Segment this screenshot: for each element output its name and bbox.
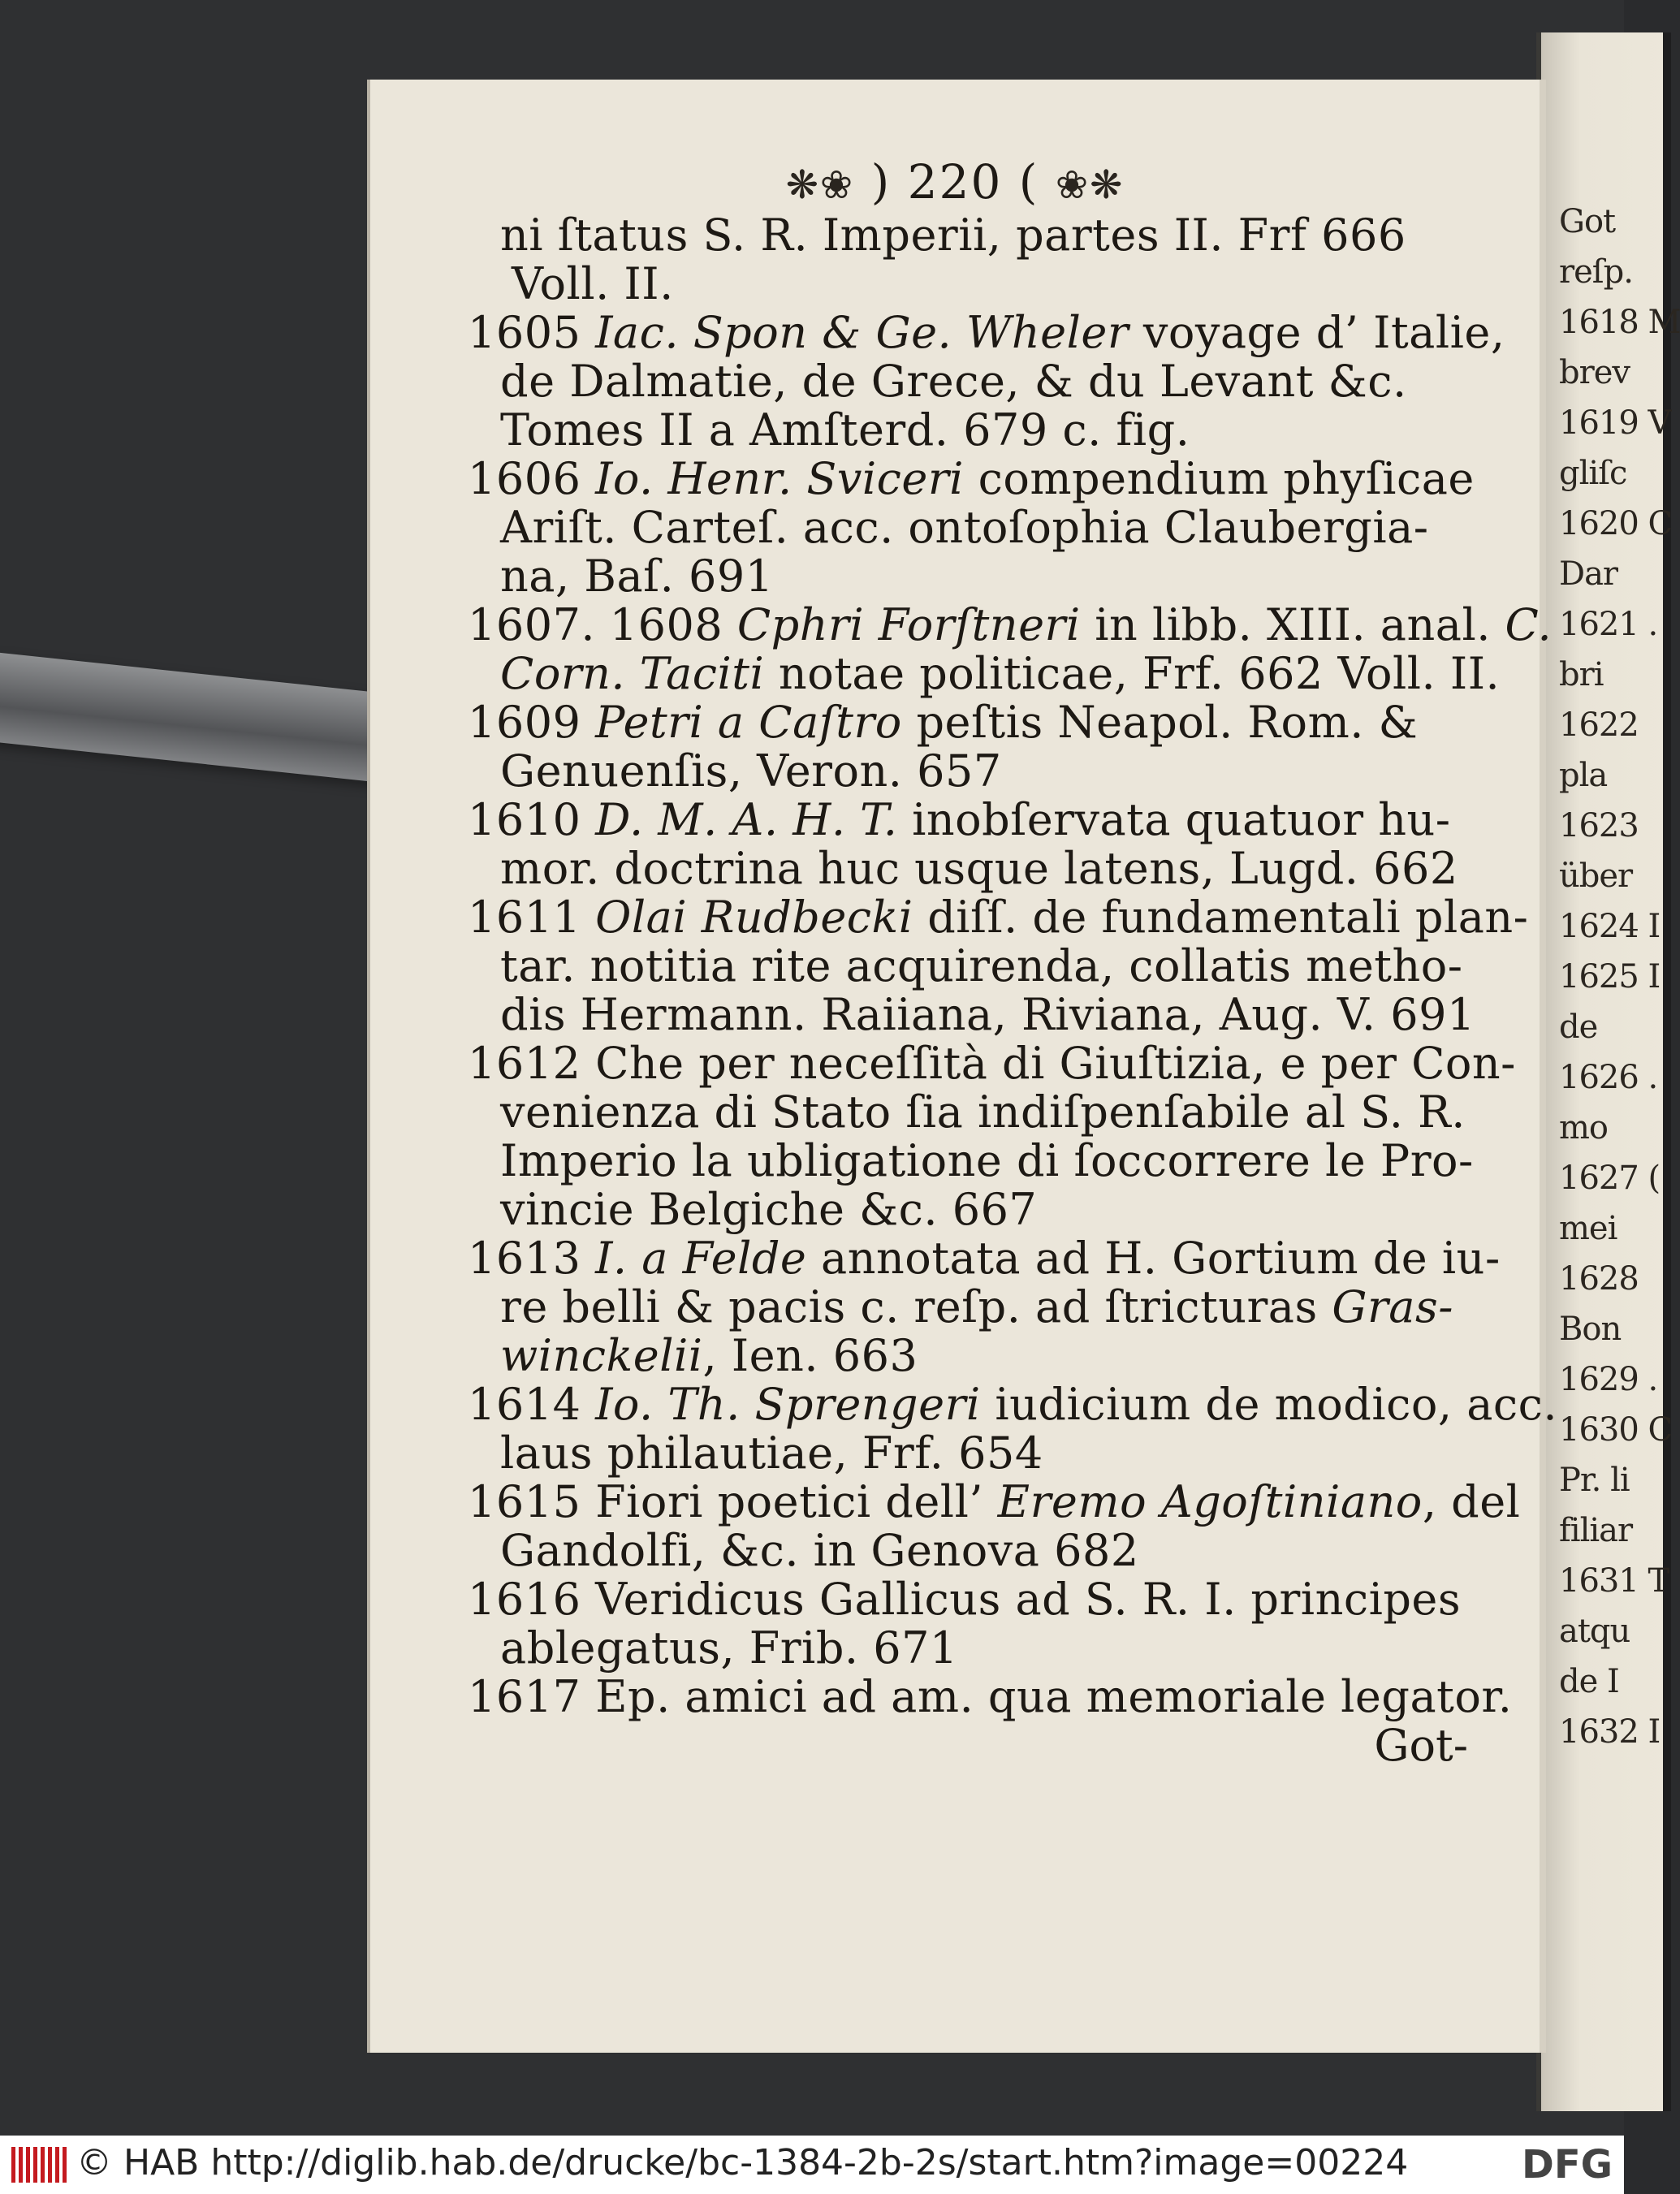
text-line: [500, 209, 1406, 261]
text-line: [468, 1671, 1512, 1722]
next-page-line: filiar: [1559, 1512, 1633, 1549]
text-segment: 1606: [468, 453, 596, 504]
italic-segment: Io. Henr. Sviceri: [595, 453, 964, 504]
text-segment: de Dalmatie, de Grece, & du Levant &c.: [500, 356, 1407, 407]
next-page-line: Dar: [1559, 555, 1618, 593]
text-segment: ablegatus, Frib. 671: [500, 1622, 958, 1674]
next-page-line: 1619 V: [1559, 404, 1671, 442]
text-segment: inobſervata quatuor hu-: [897, 794, 1451, 845]
next-page-line: de I: [1559, 1663, 1619, 1700]
next-page-line: 1631 T: [1559, 1562, 1669, 1600]
text-line: [500, 1135, 1474, 1186]
text-line: [468, 1476, 1520, 1527]
italic-segment: Corn. Taciti: [500, 648, 765, 699]
text-segment: mor. doctrina huc usque latens, Lugd. 662: [500, 843, 1458, 894]
text-line: [500, 1184, 1037, 1235]
text-segment: peſtis Neapol. Rom. &: [901, 697, 1419, 748]
text-segment: Ariſt. Carteſ. acc. ontoſophia Claubergia-: [500, 502, 1429, 553]
text-line: [500, 502, 1429, 553]
text-segment: iudicium de modico, acc.: [980, 1379, 1558, 1430]
text-line: [512, 258, 674, 309]
next-page-line: Pr. li: [1559, 1462, 1630, 1499]
next-page-line: 1622: [1559, 706, 1639, 744]
text-segment: Voll. II.: [512, 258, 674, 309]
italic-segment: Olai Rudbecki: [595, 892, 913, 943]
text-line: [500, 940, 1463, 991]
dfg-logo: DFG: [1521, 2142, 1613, 2188]
next-page-line: über: [1559, 857, 1633, 895]
page-number: ) 220 (: [870, 154, 1039, 209]
text-segment: 1612 Che per neceſſità di Giuſtizia, e per Con-: [468, 1038, 1516, 1089]
text-line: [500, 989, 1475, 1040]
italic-segment: D. M. A. H. T.: [595, 794, 898, 845]
next-page-line: 1620 C: [1559, 505, 1673, 542]
italic-segment: Gras-: [1332, 1281, 1453, 1332]
footer-credit-link[interactable]: © HAB http://diglib.hab.de/drucke/bc-1384-2b-2s/start.htm?image=00224: [76, 2142, 1409, 2183]
text-segment: 1616 Veridicus Gallicus ad S. R. I. principes: [468, 1574, 1462, 1625]
text-segment: dis Hermann. Raiiana, Riviana, Aug. V. 691: [500, 989, 1475, 1040]
next-page-line: 1623: [1559, 807, 1639, 844]
italic-segment: I. a Felde: [595, 1233, 807, 1284]
text-segment: annotata ad H. Gortium de iu-: [806, 1233, 1501, 1284]
text-segment: re belli & pacis c. reſp. ad ſtricturas: [500, 1281, 1332, 1332]
text-segment: laus philautiae, Frf. 654: [500, 1427, 1043, 1479]
page-header: [370, 154, 1540, 209]
text-line: [500, 404, 1190, 456]
next-page-line: 1621 .: [1559, 606, 1658, 643]
next-page-line: Got: [1559, 203, 1616, 240]
text-segment: 1610: [468, 794, 596, 845]
next-page-line: gliſc: [1559, 455, 1627, 492]
text-line: [468, 1233, 1501, 1284]
next-page-line: 1626 .: [1559, 1059, 1658, 1096]
text-line: [500, 843, 1458, 894]
italic-segment: Petri a Caſtro: [595, 697, 902, 748]
text-segment: 1605: [468, 307, 596, 358]
text-segment: Gandolfi, &c. in Genova 682: [500, 1525, 1139, 1576]
text-segment: Genuenſis, Veron. 657: [500, 745, 1002, 797]
text-line: [500, 1622, 958, 1674]
italic-segment: Io. Th. Sprengeri: [595, 1379, 981, 1430]
next-page-line: mo: [1559, 1109, 1609, 1147]
text-line: [468, 794, 1451, 845]
catchword: Got-: [1374, 1720, 1468, 1771]
next-page-line: 1632 I: [1559, 1713, 1661, 1751]
text-segment: 1613: [468, 1233, 596, 1284]
text-segment: 1609: [468, 697, 596, 748]
book-page: [367, 80, 1558, 2053]
text-segment: 1617 Ep. amici ad am. qua memoriale legator.: [468, 1671, 1513, 1722]
text-line: [468, 453, 1475, 504]
next-page-line: reſp.: [1559, 253, 1633, 291]
barcode-icon: [11, 2147, 68, 2183]
next-page-line: 1625 I: [1559, 958, 1661, 996]
italic-segment: Cphri Forſtneri: [736, 599, 1081, 650]
text-segment: venienza di Stato ſia indiſpenſabile al S. R.: [500, 1086, 1466, 1138]
header-ornament-left-icon: ❋❀: [785, 162, 855, 208]
next-page-line: 1627 (: [1559, 1160, 1661, 1197]
next-page-line: pla: [1559, 757, 1608, 794]
text-line: [500, 356, 1407, 407]
next-page-line: atqu: [1559, 1613, 1630, 1650]
text-segment: 1607. 1608: [468, 599, 737, 650]
next-page-line: mei: [1559, 1210, 1617, 1247]
text-segment: na, Baſ. 691: [500, 551, 774, 602]
book-edge-shadow: [1663, 32, 1671, 2111]
text-line: [468, 307, 1505, 358]
text-line: [500, 1427, 1043, 1479]
footer-bar: [0, 2136, 1624, 2194]
text-line: [468, 599, 1552, 650]
header-ornament-right-icon: ❀❋: [1055, 162, 1125, 208]
next-page-line: bri: [1559, 656, 1604, 693]
next-page-line: 1629 .: [1559, 1361, 1658, 1398]
next-page-line: Bon: [1559, 1311, 1622, 1348]
text-line: [500, 1281, 1453, 1332]
text-line: [468, 892, 1528, 943]
text-line: [500, 1330, 918, 1381]
italic-segment: C.: [1505, 599, 1553, 650]
text-segment: 1614: [468, 1379, 596, 1430]
text-line: [468, 697, 1418, 748]
text-segment: in libb. XIII. anal.: [1080, 599, 1505, 650]
text-segment: , del: [1422, 1476, 1521, 1527]
text-segment: tar. notitia rite acquirenda, collatis metho-: [500, 940, 1463, 991]
text-segment: 1611: [468, 892, 596, 943]
text-segment: vincie Belgiche &c. 667: [500, 1184, 1038, 1235]
italic-segment: Eremo Agoſtiniano: [997, 1476, 1423, 1527]
text-line: [468, 1038, 1516, 1089]
text-line: [500, 648, 1500, 699]
next-page-line: 1624 I: [1559, 908, 1661, 945]
text-segment: voyage d’ Italie,: [1129, 307, 1505, 358]
next-page-line: 1630 C: [1559, 1411, 1673, 1449]
text-line: [468, 1379, 1557, 1430]
next-page-line: brev: [1559, 354, 1630, 391]
next-page-line: 1628: [1559, 1260, 1639, 1298]
text-line: [500, 1086, 1466, 1138]
text-segment: notae politicae, Frf. 662 Voll. II.: [764, 648, 1501, 699]
text-line: [468, 1574, 1461, 1625]
glass-page-weight: [0, 650, 425, 786]
text-line: [500, 745, 1002, 797]
italic-segment: Iac. Spon & Ge. Wheler: [595, 307, 1129, 358]
next-page-line: 1618 M: [1559, 304, 1680, 341]
next-page-edge: [1536, 32, 1680, 2111]
italic-segment: winckelii: [500, 1330, 703, 1381]
text-segment: Imperio la ubligatione di ſoccorrere le Pro-: [500, 1135, 1474, 1186]
text-segment: compendium phyſicae: [963, 453, 1475, 504]
text-segment: ni ſtatus S. R. Imperii, partes II. Frf 666: [500, 209, 1406, 261]
text-segment: , Ien. 663: [702, 1330, 918, 1381]
text-segment: 1615 Fiori poetici dell’: [468, 1476, 998, 1527]
text-line: [500, 1525, 1139, 1576]
text-line: [500, 551, 774, 602]
next-page-line: de: [1559, 1008, 1598, 1046]
text-segment: Tomes II a Amſterd. 679 c. fig.: [500, 404, 1190, 456]
text-segment: diſſ. de fundamentali plan-: [913, 892, 1529, 943]
